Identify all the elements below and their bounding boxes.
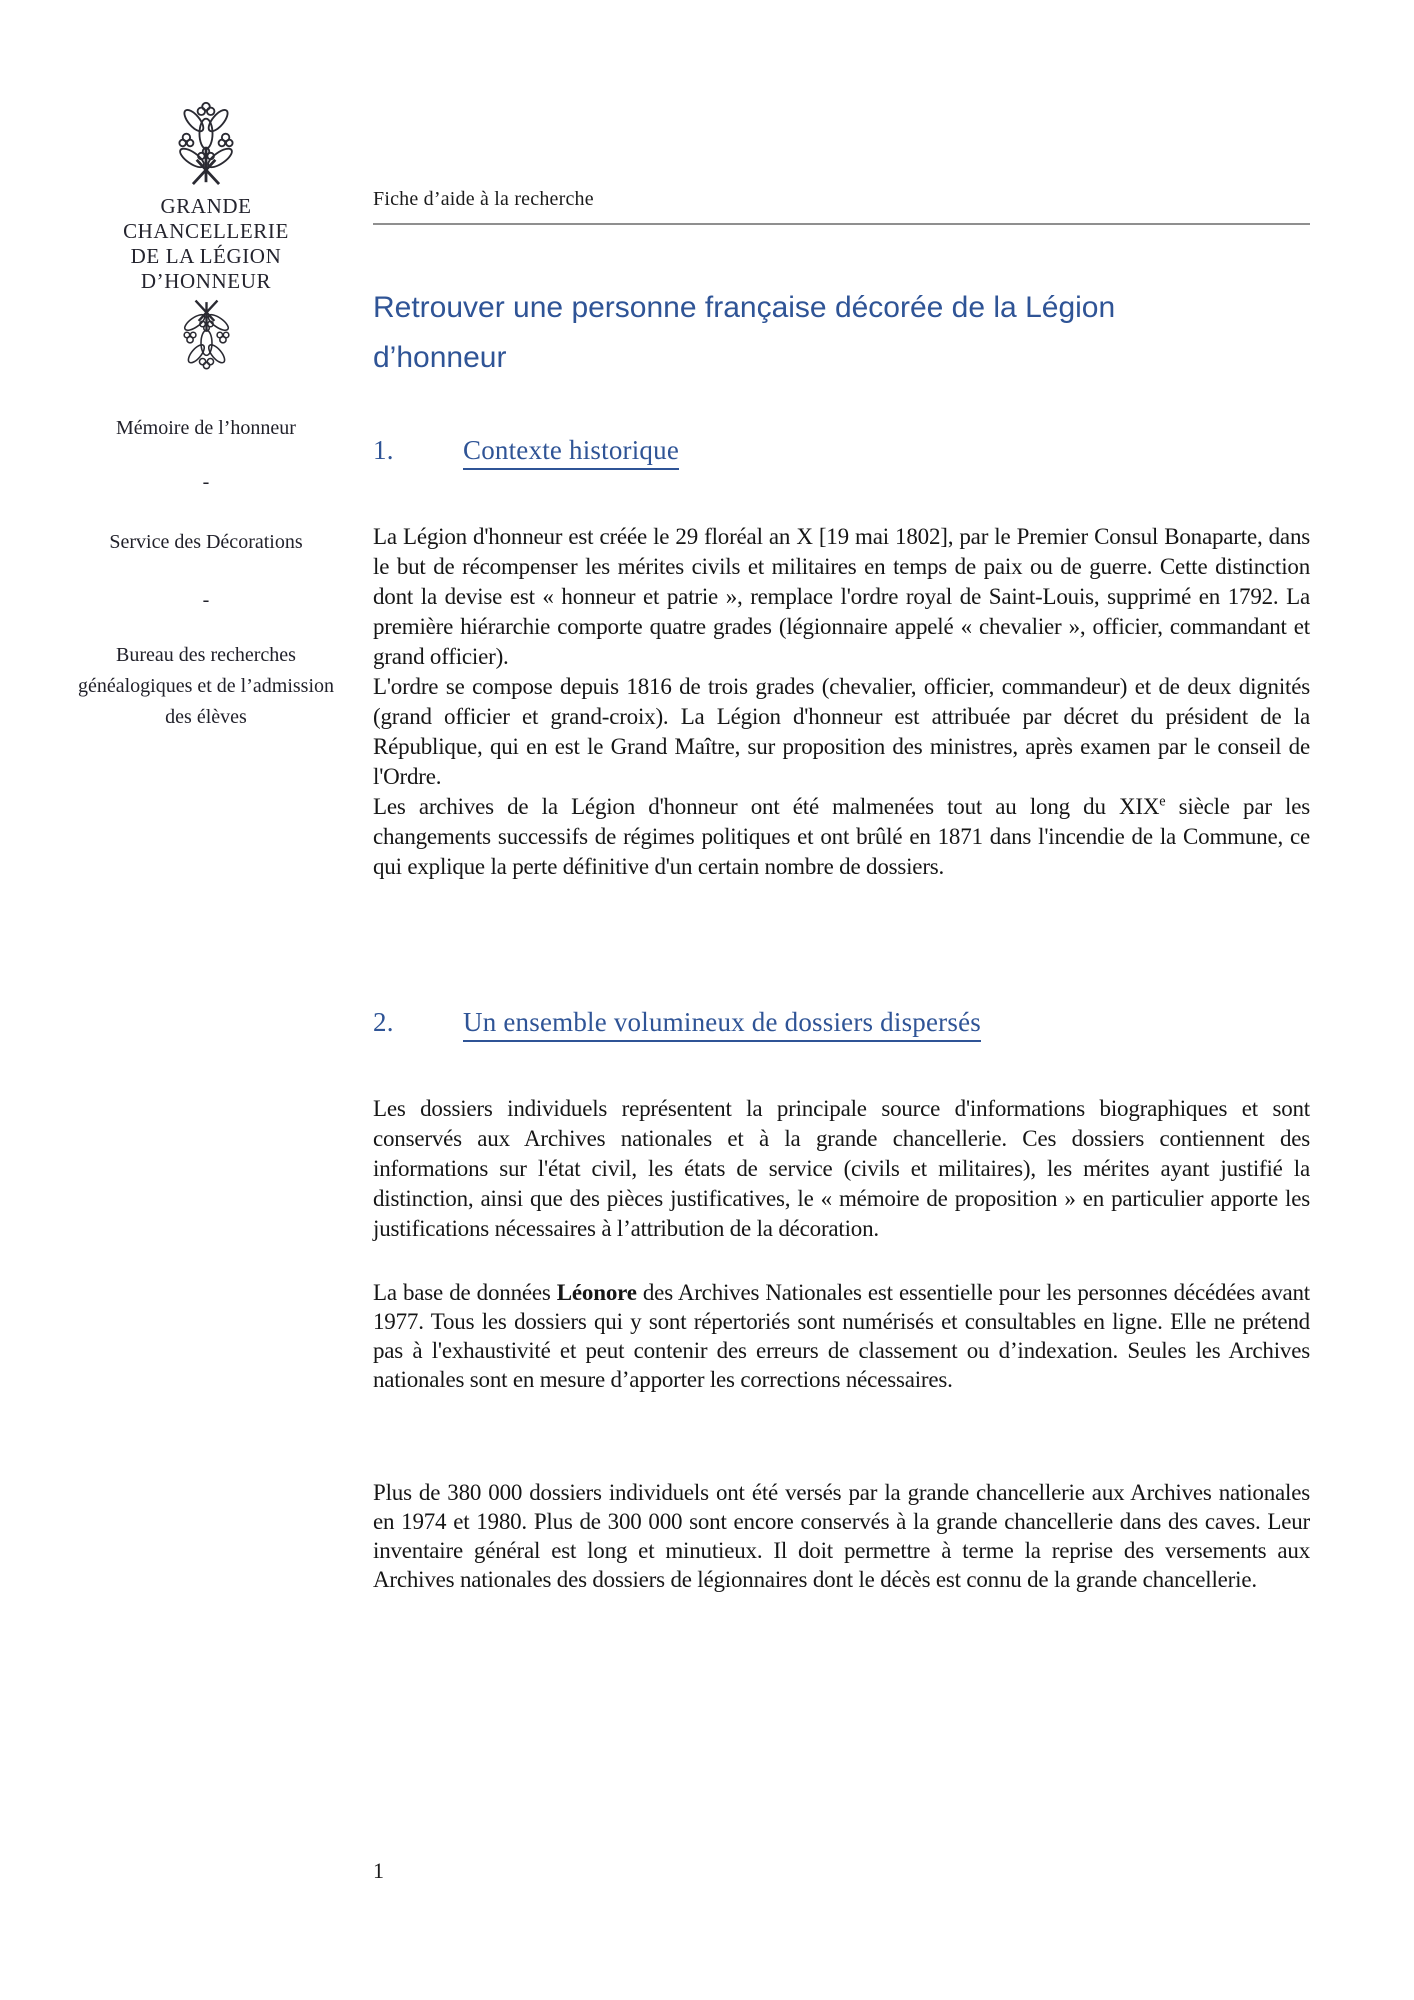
main-content <box>373 0 1310 1883</box>
page-title-line: Retrouver une personne française décorée de la Légion <box>373 291 1116 324</box>
sidebar-separator-dash: - <box>202 471 210 493</box>
sidebar-separator-dash: - <box>202 589 210 611</box>
superscript-text: e <box>1159 793 1166 810</box>
page-number: 1 <box>373 1858 384 1883</box>
paragraph <box>373 1278 1310 1394</box>
header-rule <box>373 223 1310 225</box>
page-title-line: d’honneur <box>373 341 507 374</box>
text-segment: Les dossiers individuels représentent la principale source d'informations biographiques et sont conservés aux Archives nationales et à la grande chancellerie. Ces dossiers contiennent des informations sur l'état civil, les états de service (civils et militaires), les mérites ayant justifié la distinction, ainsi que des pièces justificatives, le « mémoire de proposition » en particulier apporte les justifications nécessaires à l’attribution de la décoration. <box>373 1096 1310 1241</box>
laurel-ornament-top-icon <box>178 98 234 188</box>
doc-type-label: Fiche d’aide à la recherche <box>373 188 594 210</box>
paragraph <box>373 522 1310 672</box>
org-name-line: GRANDE <box>160 194 252 218</box>
section-1-heading <box>373 435 1310 466</box>
section-1-heading-text: Contexte historique <box>463 435 679 470</box>
paragraph <box>373 672 1310 792</box>
org-name-line: D’HONNEUR <box>140 269 272 293</box>
org-name-line: DE LA LÉGION <box>130 244 282 268</box>
page-title <box>373 283 1310 383</box>
section-2-heading <box>373 1007 1310 1038</box>
text-segment: Les archives de la Légion d'honneur ont été malmenées tout au long du XIX <box>373 794 1160 819</box>
sidebar-item-service-decorations: Service des Décorations <box>109 531 303 553</box>
text-segment: Plus de 380 000 dossiers individuels ont été versés par la grande chancellerie aux Archives nationales en 1974 et 1980. Plus de 300 000 sont encore conservés à la grande chancellerie dans des caves. Leur inventaire général est long et minutieux. Il doit permettre à terme la reprise des versements aux Archives nationales des dossiers de légionnaires dont le décès est connu de la grande chancellerie. <box>373 1480 1310 1592</box>
text-segment: des Archives Nationales est essentielle pour les personnes décédées avant 1977. Tous les dossiers qui y sont répertoriés sont numérisés et consultables en ligne. Elle ne prétend pas à l'exhaustivité et peut contenir des erreurs de classement ou d’indexation. Seules les Archives nationales sont en mesure d’apporter les corrections nécessaires. <box>373 1280 1310 1392</box>
org-name-line: CHANCELLERIE <box>123 219 289 243</box>
paragraph <box>373 792 1310 882</box>
sidebar <box>70 98 342 733</box>
section-ensemble-dossiers <box>373 1007 1310 1594</box>
section-2-number: 2. <box>373 1007 394 1037</box>
sidebar-item-memoire: Mémoire de l’honneur <box>116 417 296 439</box>
bold-text: Léonore <box>556 1280 637 1305</box>
section-contexte-historique <box>373 435 1310 882</box>
text-segment: La base de données <box>373 1280 557 1305</box>
section-1-number: 1. <box>373 435 394 465</box>
text-segment: siècle par les changements successifs de régimes politiques et ont brûlé en 1871 dans l'incendie de la Commune, ce qui explique la perte définitive d'un certain nombre de dossiers. <box>373 794 1310 879</box>
paragraph <box>373 1094 1310 1244</box>
paragraph <box>373 1478 1310 1594</box>
sidebar-item-bureau-recherches: Bureau des recherches généalogiques et de l’admission des élèves <box>77 644 335 728</box>
section-2-body <box>373 1094 1310 1594</box>
section-1-body <box>373 522 1310 882</box>
section-2-heading-text: Un ensemble volumineux de dossiers dispersés <box>463 1007 981 1042</box>
text-segment: La Légion d'honneur est créée le 29 floréal an X [19 mai 1802], par le Premier Consul Bonaparte, dans le but de récompenser les mérites civils et militaires en temps de paix ou de guerre. Cette distinction dont la devise est « honneur et patrie », remplace l'ordre royal de Saint-Louis, supprimé en 1792. La première hiérarchie comporte quatre grades (légionnaire appelé « chevalier », officier, commandant et grand officier). <box>373 524 1310 669</box>
org-name <box>70 194 342 294</box>
text-segment: L'ordre se compose depuis 1816 de trois grades (chevalier, officier, commandeur) et de deux dignités (grand officier et grand-croix). La Légion d'honneur est attribuée par décret du président de la République, qui en est le Grand Maître, sur proposition des ministres, après examen par le conseil de l'Ordre. <box>373 674 1310 789</box>
laurel-ornament-bottom-icon <box>183 298 230 372</box>
